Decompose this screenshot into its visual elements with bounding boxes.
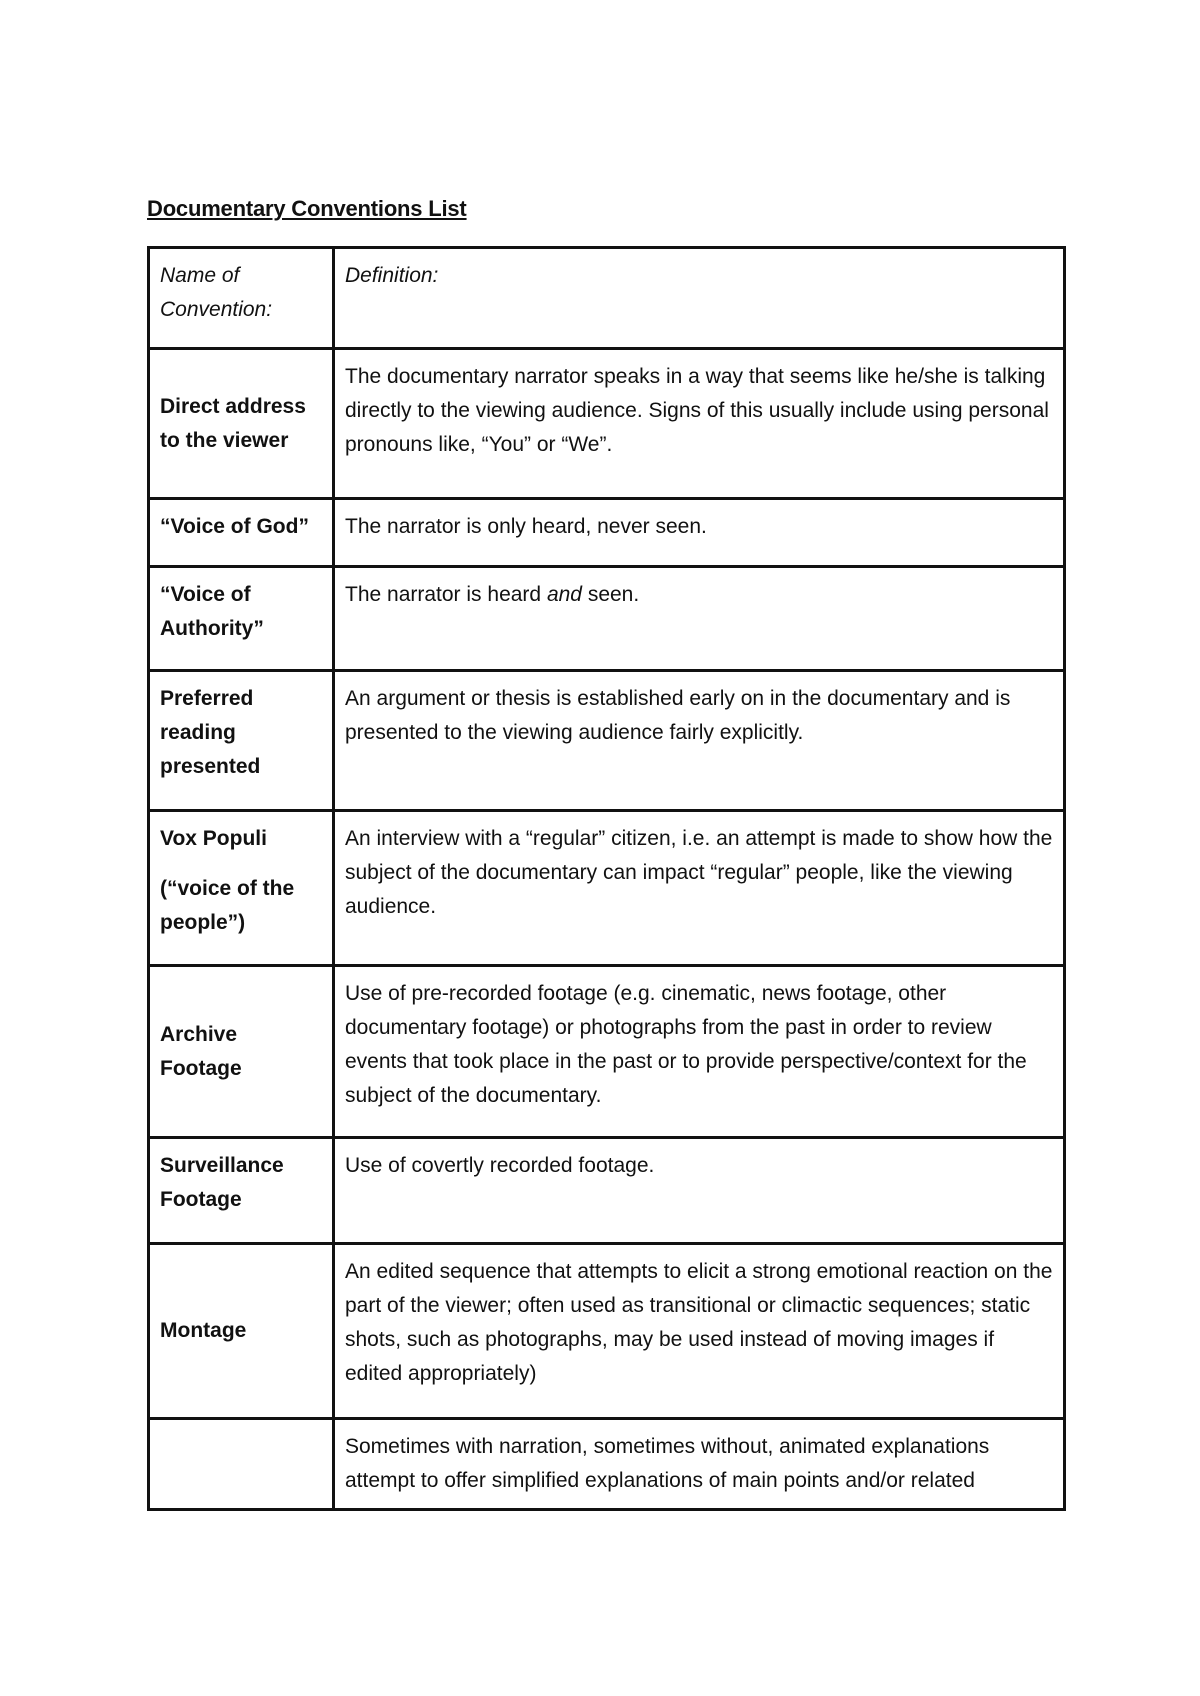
convention-definition: Use of pre-recorded footage (e.g. cinematic, news footage, other documentary footage) or photographs from the past in order to review events that took place in the past or to provide perspective/context for the subject of the documentary. [334, 966, 1065, 1138]
table-row [149, 1419, 1065, 1510]
table-header-row [149, 248, 1065, 349]
definition-emphasis: and [546, 583, 582, 606]
convention-name-main: Vox Populi [160, 827, 267, 850]
convention-name: Preferred reading presented [149, 671, 334, 811]
convention-definition: Use of covertly recorded footage. [334, 1138, 1065, 1244]
table-row [149, 671, 1065, 811]
convention-definition: An edited sequence that attempts to elicit a strong emotional reaction on the part of the viewer; often used as transitional or climactic sequences; static shots, such as photographs, may be used instead of moving images if edited appropriately) [334, 1244, 1065, 1419]
header-definition-cell: Definition: [334, 248, 1065, 349]
table-row [149, 567, 1065, 671]
header-name-cell: Name of Convention: [149, 248, 334, 349]
convention-name: Archive Footage [149, 966, 334, 1138]
convention-name [149, 1419, 334, 1510]
convention-definition: The narrator is only heard, never seen. [334, 499, 1065, 567]
convention-name: “Voice of Authority” [149, 567, 334, 671]
conventions-table [147, 246, 1066, 1511]
definition-text: The narrator is heard [345, 583, 547, 606]
table-row [149, 1244, 1065, 1419]
convention-definition: The documentary narrator speaks in a way that seems like he/she is talking directly to the viewing audience. Signs of this usually include using personal pronouns like, “You” or “We”. [334, 349, 1065, 499]
convention-name [149, 811, 334, 966]
convention-definition [334, 567, 1065, 671]
convention-definition: Sometimes with narration, sometimes without, animated explanations attempt to offer simplified explanations of main points and/or related [334, 1419, 1065, 1510]
document-title: Documentary Conventions List [147, 196, 467, 221]
table-row [149, 1138, 1065, 1244]
convention-name: Montage [149, 1244, 334, 1419]
table-row [149, 499, 1065, 567]
convention-definition: An argument or thesis is established early on in the documentary and is presented to the viewing audience fairly explicitly. [334, 671, 1065, 811]
convention-name: “Voice of God” [149, 499, 334, 567]
definition-text: seen. [581, 583, 640, 606]
convention-name-sub: (“voice of the people”) [160, 877, 295, 934]
convention-definition: An interview with a “regular” citizen, i.e. an attempt is made to show how the subject of the documentary can impact “regular” people, like the viewing audience. [334, 811, 1065, 966]
table-row [149, 966, 1065, 1138]
convention-name: Surveillance Footage [149, 1138, 334, 1244]
table-row [149, 349, 1065, 499]
table-row [149, 811, 1065, 966]
convention-name: Direct address to the viewer [149, 349, 334, 499]
